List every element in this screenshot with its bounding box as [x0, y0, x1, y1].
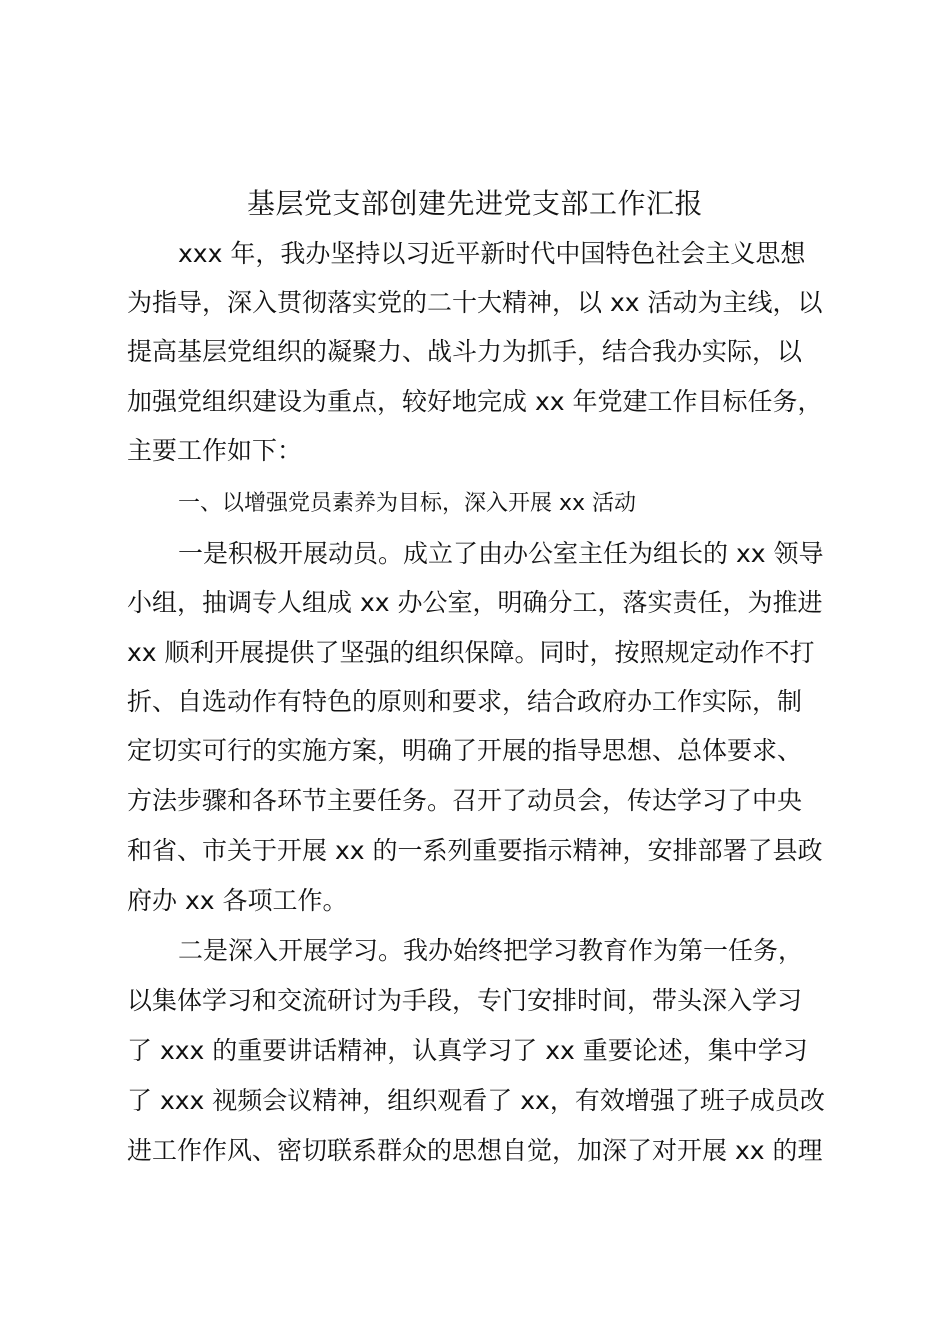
- paragraph1-line-8: 府办 xx 各项工作。: [127, 886, 348, 915]
- paragraph2-line-3: 了 xxx 的重要讲话精神，认真学习了 xx 重要论述，集中学习: [127, 1036, 808, 1065]
- paragraph1-line-5: 定切实可行的实施方案，明确了开展的指导思想、总体要求、: [127, 736, 803, 765]
- paragraph1-line-3: xx 顺利开展提供了坚强的组织保障。同时，按照规定动作不打: [127, 638, 815, 667]
- document-title: 基层党支部创建先进党支部工作汇报: [246, 187, 703, 220]
- paragraph1-line-2: 小组，抽调专人组成 xx 办公室，明确分工，落实责任，为推进: [127, 588, 823, 617]
- intro-line-3: 提高基层党组织的凝聚力、战斗力为抓手，结合我办实际，以: [127, 337, 803, 366]
- paragraph1-line-7: 和省、市关于开展 xx 的一系列重要指示精神，安排部署了县政: [127, 836, 823, 865]
- paragraph1-line-6: 方法步骤和各环节主要任务。召开了动员会，传达学习了中央: [127, 786, 803, 815]
- intro-line-1: xxx 年，我办坚持以习近平新时代中国特色社会主义思想: [178, 239, 806, 268]
- paragraph2-line-1: 二是深入开展学习。我办始终把学习教育作为第一任务，: [178, 936, 804, 965]
- intro-line-2: 为指导，深入贯彻落实党的二十大精神，以 xx 活动为主线，以: [127, 288, 823, 317]
- paragraph1-line-4: 折、自选动作有特色的原则和要求，结合政府办工作实际，制: [127, 687, 803, 716]
- paragraph2-line-2: 以集体学习和交流研讨为手段，专门安排时间，带头深入学习: [127, 986, 803, 1015]
- intro-line-4: 加强党组织建设为重点，较好地完成 xx 年党建工作目标任务，: [127, 387, 823, 416]
- section-heading: 一、以增强党员素养为目标，深入开展 xx 活动: [178, 491, 637, 516]
- intro-line-5: 主要工作如下：: [127, 436, 303, 465]
- paragraph1-line-1: 一是积极开展动员。成立了由办公室主任为组长的 xx 领导: [178, 539, 824, 568]
- paragraph2-line-5: 进工作作风、密切联系群众的思想自觉，加深了对开展 xx 的理: [127, 1136, 823, 1165]
- paragraph2-line-4: 了 xxx 视频会议精神，组织观看了 xx，有效增强了班子成员改: [127, 1086, 825, 1115]
